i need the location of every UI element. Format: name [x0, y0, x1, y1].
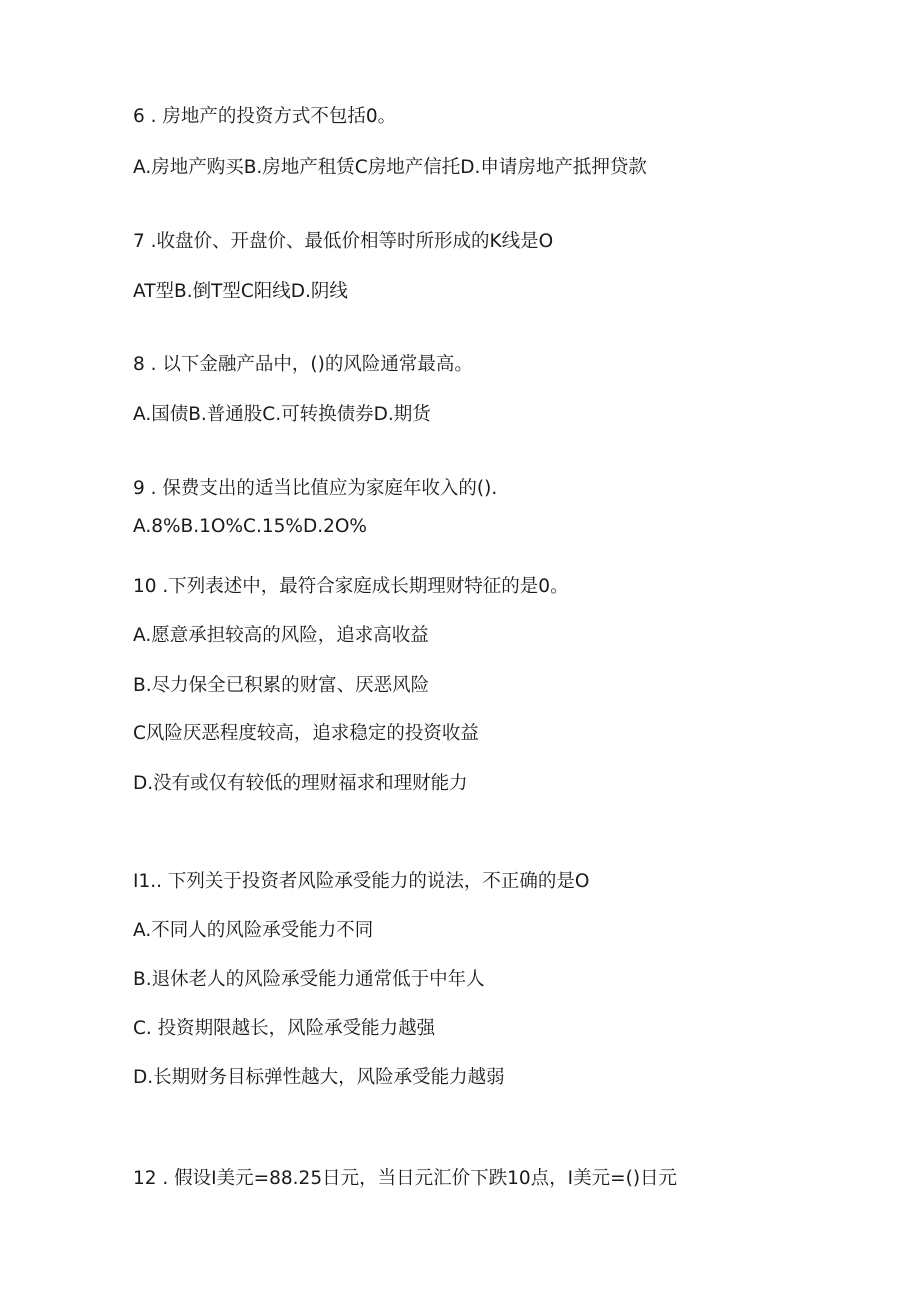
q9-options: A.8%B.1O%C.15%D.2O% — [133, 516, 367, 537]
q10-option-b: B.尽力保全已积累的财富、厌恶风险 — [133, 675, 430, 696]
q11-option-a: A.不同人的风险承受能力不同 — [133, 920, 374, 941]
q10-option-a: A.愿意承担较高的风险，追求高收益 — [133, 625, 429, 646]
q7-options: AT型B.倒T型C阳线D.阴线 — [133, 281, 348, 302]
q8-options: A.国债B.普通股C.可转换债券D.期货 — [133, 404, 431, 425]
q10-option-d: D.没有或仅有较低的理财福求和理财能力 — [133, 773, 468, 794]
q12-stem: 12 . 假设I美元=88.25日元，当日元汇价下跌10点，I美元=()日元 — [133, 1168, 678, 1189]
q6-stem: 6 . 房地产的投资方式不包括0。 — [133, 106, 397, 127]
q7-stem: 7 .收盘价、开盘价、最低价相等时所形成的K线是O — [133, 231, 554, 252]
q11-stem: I1.. 下列关于投资者风险承受能力的说法，不正确的是O — [133, 871, 590, 892]
q8-stem: 8 . 以下金融产品中，()的风险通常最高。 — [133, 354, 473, 375]
q11-option-c: C. 投资期限越长，风险承受能力越强 — [133, 1018, 436, 1039]
q11-option-b: B.退休老人的风险承受能力通常低于中年人 — [133, 969, 485, 990]
q10-stem: 10 .下列表述中，最符合家庭成长期理财特征的是0。 — [133, 576, 569, 597]
q6-options: A.房地产购买B.房地产租赁C房地产信托D.申请房地产抵押贷款 — [133, 157, 647, 178]
q10-option-c: C风险厌恶程度较高，追求稳定的投资收益 — [133, 723, 479, 744]
q11-option-d: D.长期财务目标弹性越大，风险承受能力越弱 — [133, 1067, 505, 1088]
q9-stem: 9 . 保费支出的适当比值应为家庭年收入的(). — [133, 478, 498, 499]
